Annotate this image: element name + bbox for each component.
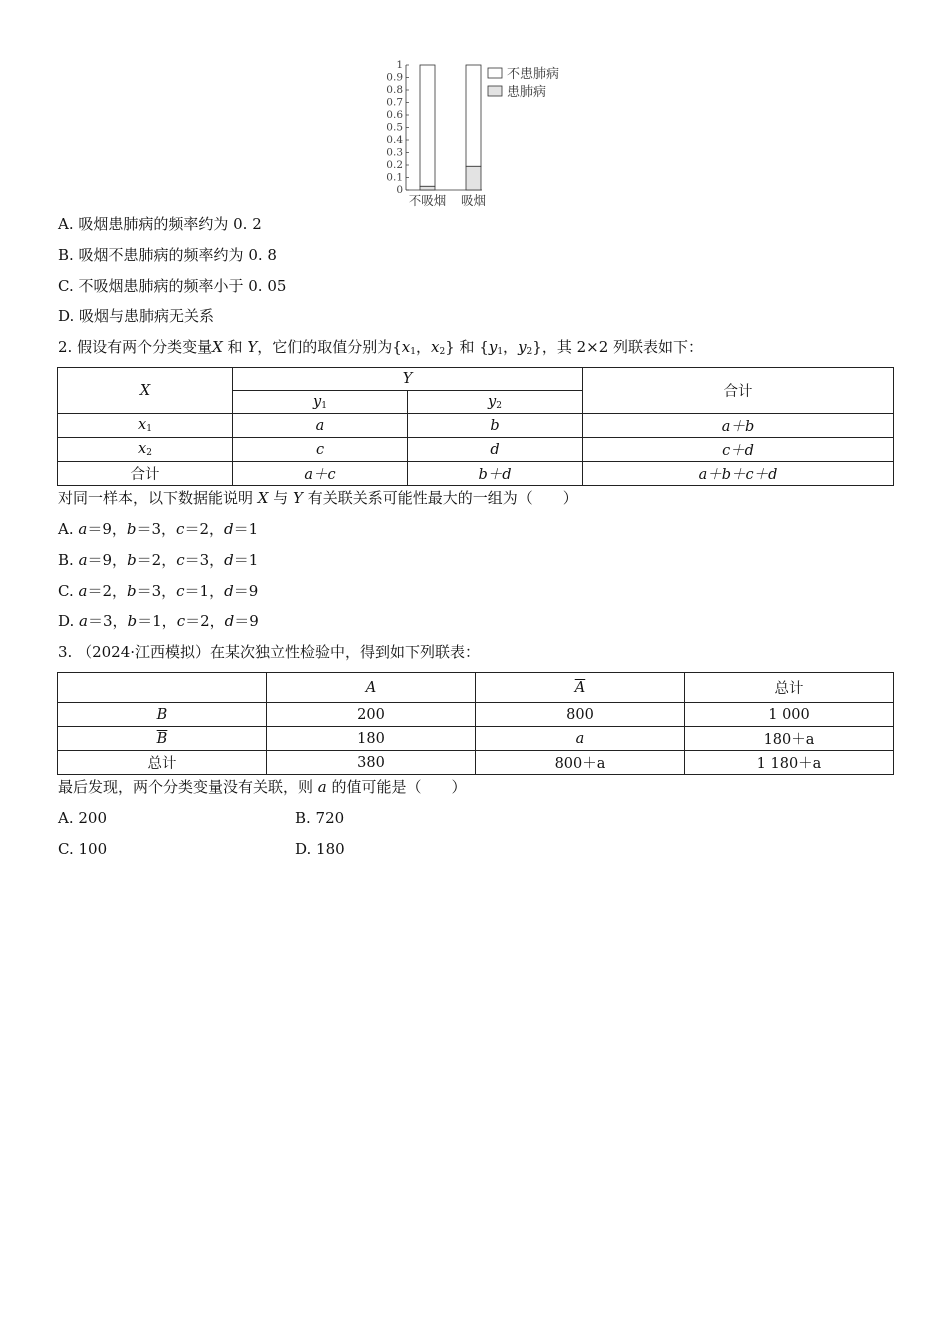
y-tick-label: 1 <box>396 59 403 71</box>
q2-stem: 2. 假设有两个分类变量X 和 Y，它们的取值分别为{$x_1$，$x_2$} 和 {$y_1$，$y_2$}，其 2×2 列联表如下： <box>58 338 704 357</box>
q1-option-d[interactable]: D. 吸烟与患肺病无关系 <box>58 307 215 325</box>
q3-option-d[interactable]: D. 180 <box>295 840 345 858</box>
x-axis-labels <box>409 193 486 208</box>
q2-option-b[interactable]: B. a＝9，b＝2，c＝3，d＝1 <box>58 551 259 569</box>
q3-option-b[interactable]: B. 720 <box>295 809 345 827</box>
y-tick-label: 0.8 <box>386 84 403 96</box>
q3-option-a[interactable]: A. 200 <box>58 809 107 827</box>
header-a: A <box>267 673 476 703</box>
bars <box>420 65 481 190</box>
y-tick-label: 0.9 <box>386 71 403 84</box>
q2-option-a[interactable]: A. a＝9，b＝3，c＝2，d＝1 <box>58 520 259 538</box>
legend-label: 患肺病 <box>507 85 547 100</box>
y-tick-label: 0 <box>396 184 403 196</box>
y-tick-label: 0.2 <box>386 159 403 171</box>
stacked-bar-chart <box>378 58 578 213</box>
table-row: B 200 800 1 000 <box>58 703 894 727</box>
x-tick-label: 不吸烟 <box>408 193 447 208</box>
table-row: 总计 380 800＋a 1 180＋a <box>58 751 894 775</box>
legend-swatch <box>488 86 502 96</box>
q3-question: 最后发现，两个分类变量没有关联，则 a 的值可能是（ ） <box>58 778 467 796</box>
y-tick-label: 0.6 <box>386 109 403 121</box>
table-row: $\overline{B}$ 180 a 180＋a <box>58 727 894 751</box>
header-y1: $y_1$ <box>233 391 408 414</box>
header-total: 总计 <box>685 673 894 703</box>
q3-stem: 3. （2024·江西模拟）在某次独立性检验中，得到如下列联表： <box>58 643 481 661</box>
header-a-bar: $\overline{A}$ <box>476 673 685 703</box>
y-tick-label: 0.7 <box>386 96 403 109</box>
bar-segment <box>466 166 481 190</box>
table-row: $x_1$ a b a＋b <box>58 414 894 438</box>
header-total: 合计 <box>583 368 894 414</box>
header-y2: $y_2$ <box>408 391 583 414</box>
y-tick-label: 0.4 <box>386 134 403 146</box>
legend-label: 不患肺病 <box>507 67 560 82</box>
q2-contingency-table <box>57 367 894 486</box>
q1-option-a[interactable]: A. 吸烟患肺病的频率约为 0. 2 <box>58 215 262 233</box>
y-tick-label: 0.3 <box>386 146 403 159</box>
table-row: 合计 a＋c b＋d a＋b＋c＋d <box>58 462 894 486</box>
legend-swatch <box>488 68 502 78</box>
y-tick-label: 0.5 <box>386 121 403 134</box>
x-tick-label: 吸烟 <box>460 193 487 208</box>
q2-question: 对同一样本，以下数据能说明 X 与 Y 有关联关系可能性最大的一组为（ ） <box>58 489 578 507</box>
bar-segment <box>466 65 481 166</box>
q2-option-d[interactable]: D. a＝3，b＝1，c＝2，d＝9 <box>58 612 259 630</box>
bar-segment <box>420 65 435 186</box>
table-row: $x_2$ c d c＋d <box>58 438 894 462</box>
header-y: Y <box>233 368 583 391</box>
header-x: X <box>58 368 233 414</box>
bar-segment <box>420 186 435 190</box>
legend <box>488 66 559 100</box>
q3-contingency-table <box>57 672 894 775</box>
q2-option-c[interactable]: C. a＝2，b＝3，c＝1，d＝9 <box>58 582 259 600</box>
q3-option-c[interactable]: C. 100 <box>58 840 108 858</box>
q1-option-b[interactable]: B. 吸烟不患肺病的频率约为 0. 8 <box>58 246 277 264</box>
q1-option-c[interactable]: C. 不吸烟患肺病的频率小于 0. 05 <box>58 277 287 295</box>
y-tick-label: 0.1 <box>386 171 403 184</box>
